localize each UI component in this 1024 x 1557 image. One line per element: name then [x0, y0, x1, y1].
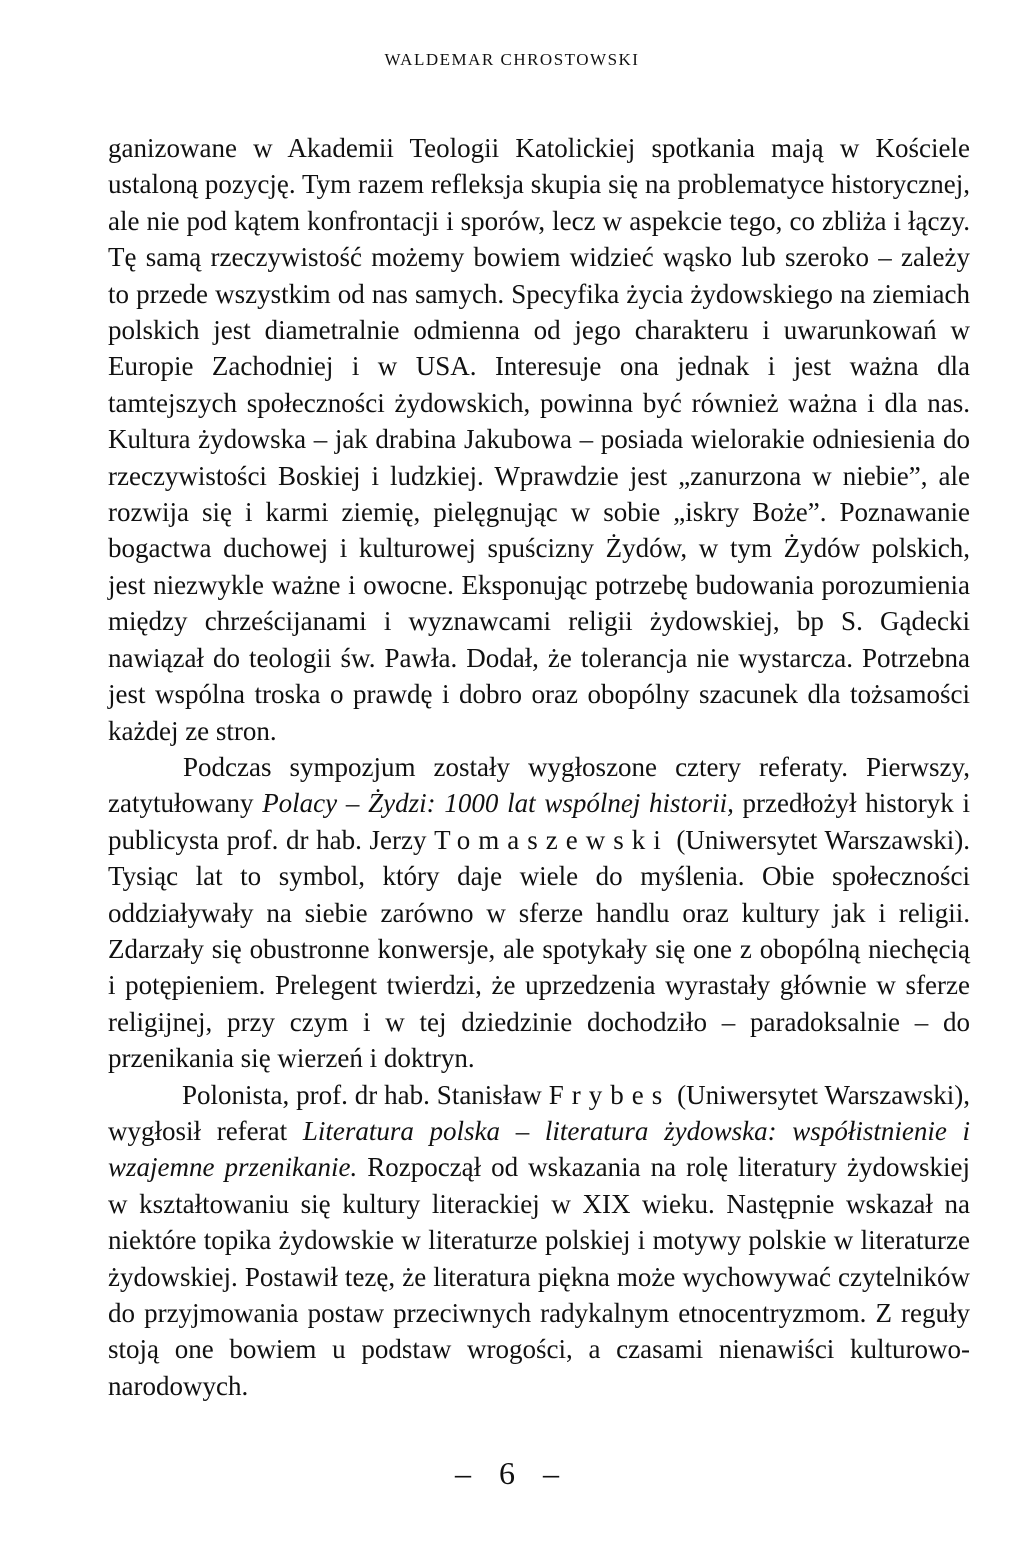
p3-speaker-surname: Frybes — [548, 1079, 671, 1110]
page-number: – 6 – — [455, 1455, 569, 1491]
p2-speaker-surname: Tomaszewski — [434, 824, 669, 855]
p3-text-b: (Uniwersytet Warszawski), wygłosił referat — [108, 1079, 970, 1146]
p2-paper-title: Polacy – Żydzi: 1000 lat wspólnej historii, — [262, 788, 734, 819]
running-head: WALDEMAR CHROSTOWSKI — [384, 50, 640, 69]
paragraph-1: ganizowane w Akademii Teologii Katolickiej spotkania mają w Kościele ustaloną pozycję. Tym razem refleksja skupia się na problematyce historycznej, ale nie pod kątem konfrontacji i sporów, lecz w aspekcie tego, co zbliża i łączy. Tę samą rzeczywistość możemy bowiem widzieć wąsko lub szeroko – zależy to przede wszystkim od nas samych. Specyfika życia żydowskiego na ziemiach polskich jest diametralnie odmienna od jego charakteru i uwarunkowań w Europie Zachodniej i w USA. Interesuje ona jednak i jest ważna dla tamtejszych społeczności żydowskich, powinna być również ważna i dla nas. Kultura żydowska – jak drabina Jakubowa – posiada wielorakie odniesienia do rzeczywistości Boskiej i ludzkiej. Wprawdzie jest „zanurzona w niebie”, ale rozwija się i karmi ziemię, pielęgnując w sobie „iskry Boże”. Poznawanie bogactwa duchowej i kulturowej spuścizny Żydów, w tym Żydów polskich, jest niezwykle ważne i owocne. Eksponując potrzebę budowania porozumienia między chrześcijanami i wyznawcami religii żydowskiej, bp S. Gądecki nawiązał do teologii św. Pawła. Dodał, że tolerancja nie wystarcza. Potrzebna jest wspólna troska o prawdę i dobro oraz obopólny szacunek dla tożsamości każdej ze stron. — [108, 133, 970, 746]
paragraph-3 — [108, 1077, 970, 1405]
p3-text-a: Polonista, prof. dr hab. Stanisław — [182, 1079, 549, 1110]
main-text — [108, 130, 970, 1404]
p2-text-a: Podczas sympozjum zostały wygłoszone cztery referaty. Pierwszy, zatytułowany — [108, 751, 970, 819]
p2-text-c: (Uniwersytet Warszawski). Tysiąc lat to symbol, który daje wiele do myślenia. Obie społeczności oddziaływały na siebie zarówno w sferze handlu oraz kultury jak i religii. Zdarzały się obustronne konwersje, ale spotykały się one z obopólną niechęcią i potępieniem. Prelegent twierdzi, że uprzedzenia wyrastały głównie w sferze religijnej, przy czym i w tej dziedzinie dochodziło – paradoksalnie – do przenikania się wierzeń i doktryn. — [108, 824, 971, 1074]
p2-text-b: przedłożył historyk i publicysta prof. dr hab. Jerzy — [108, 788, 970, 855]
p3-paper-title: Literatura polska – literatura żydowska: współistnienie i wzajemne przenikanie. — [108, 1115, 970, 1183]
p3-text-c: Rozpoczął od wskazania na rolę literatury żydowskiej w kształtowaniu się kultury literackiej w XIX wieku. Następnie wskazał na niektóre topika żydowskie w literaturze polskiej i motywy polskie w literaturze żydowskiej. Postawił tezę, że literatura piękna może wychowywać czytelników do przyjmowania postaw przeciwnych radykalnym etnocentryzmom. Z reguły stoją one bowiem u podstaw wrogości, a czasami nienawiści kulturowo-narodowych. — [108, 1152, 970, 1401]
paragraph-2 — [108, 749, 970, 1077]
